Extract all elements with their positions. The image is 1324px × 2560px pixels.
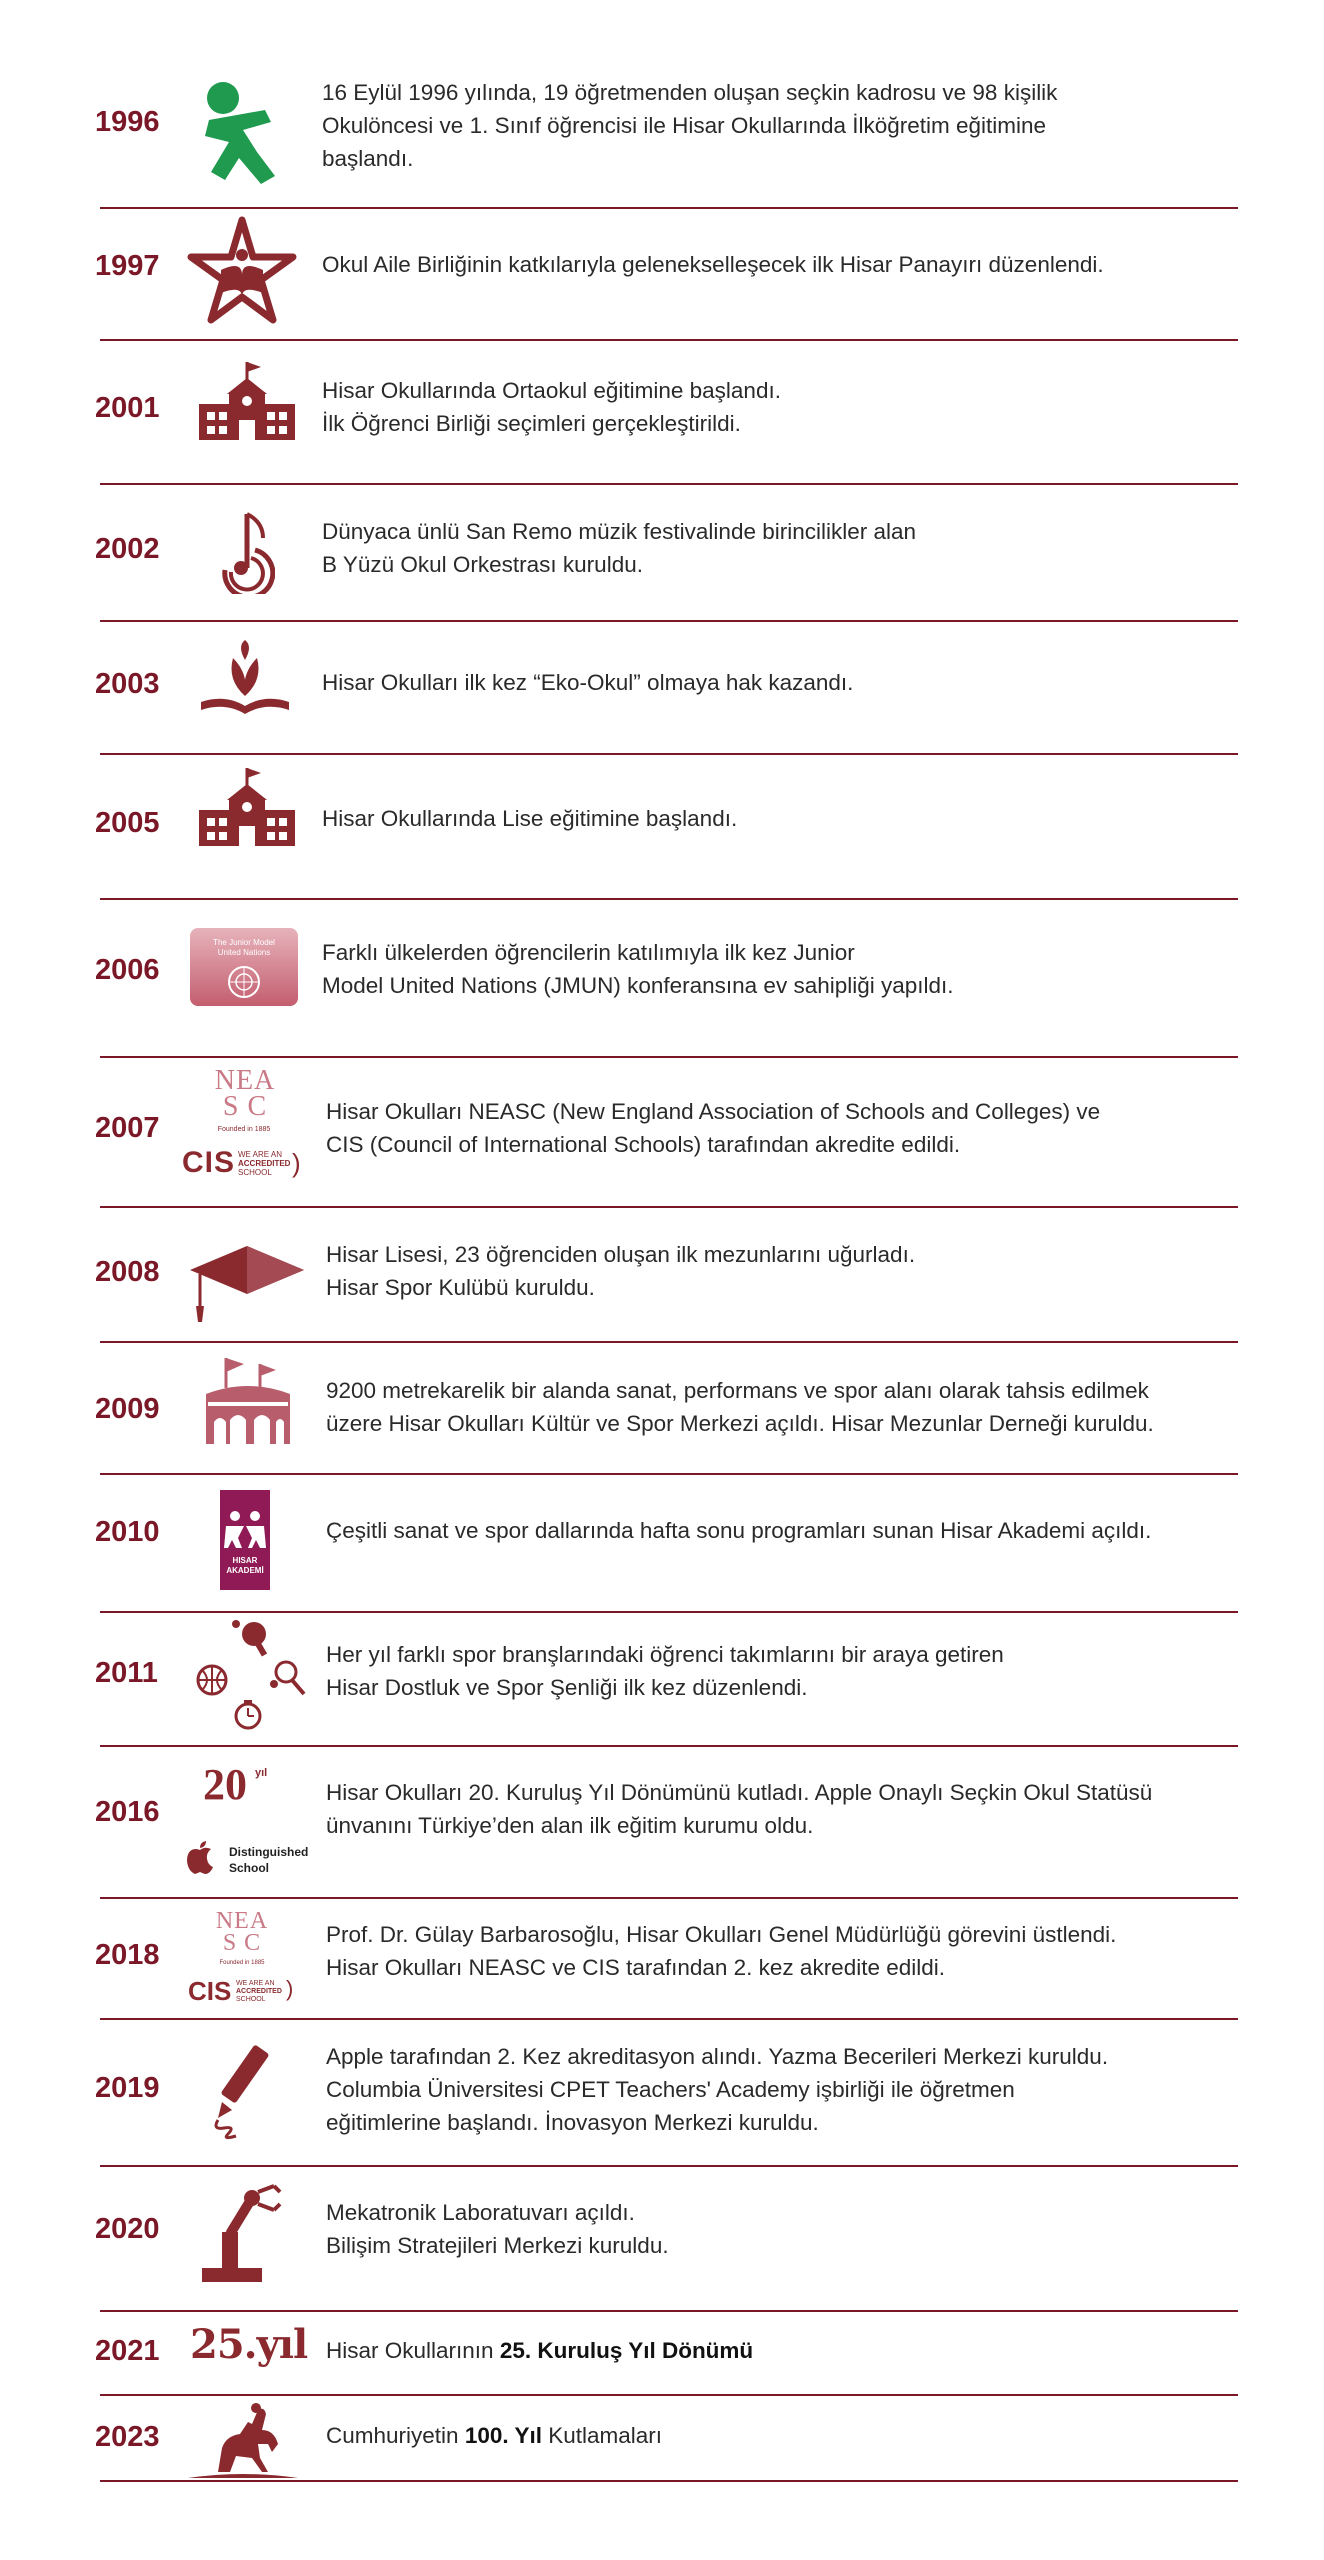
event-text bbox=[326, 1776, 1152, 1842]
graduation-cap-icon bbox=[186, 1236, 308, 1331]
year-label: 2011 bbox=[95, 1657, 158, 1689]
divider bbox=[100, 483, 1238, 485]
year-label: 2020 bbox=[95, 2213, 160, 2245]
event-line: Farklı ülkelerden öğrencilerin katılımıyla ilk kez Junior bbox=[322, 940, 855, 965]
year-label: 2002 bbox=[95, 533, 160, 565]
divider bbox=[100, 207, 1238, 209]
music-note-icon bbox=[205, 508, 275, 599]
event-line: eğitimlerine başlandı. İnovasyon Merkezi kuruldu. bbox=[326, 2110, 819, 2135]
event-text bbox=[322, 802, 737, 835]
event-text bbox=[326, 1374, 1154, 1440]
year-label: 2005 bbox=[95, 807, 160, 839]
cis-sub: WE ARE AN bbox=[236, 1980, 275, 1987]
divider bbox=[100, 1611, 1238, 1613]
event-text bbox=[322, 666, 853, 699]
cis-text: CIS bbox=[182, 1146, 236, 1179]
event-text bbox=[326, 1638, 1004, 1704]
event-text-bold: 100. Yıl bbox=[464, 2423, 542, 2448]
event-line: Hisar Spor Kulübü kuruldu. bbox=[326, 1275, 595, 1300]
neasc-cis-logo-icon bbox=[186, 1910, 306, 2010]
year-label: 2016 bbox=[95, 1796, 160, 1828]
eco-plant-icon bbox=[197, 640, 293, 725]
robot-arm-icon bbox=[196, 2180, 286, 2289]
divider bbox=[100, 2018, 1238, 2020]
event-line: Columbia Üniversitesi CPET Teachers' Academy işbirliği ile öğretmen bbox=[326, 2077, 1015, 2102]
divider bbox=[100, 753, 1238, 755]
cis-sub: SCHOOL bbox=[238, 1168, 272, 1177]
event-line: başlandı. bbox=[322, 146, 414, 171]
25-yil-icon: 25.yıl bbox=[190, 2321, 308, 2368]
divider bbox=[100, 1473, 1238, 1475]
divider bbox=[100, 339, 1238, 341]
sports-icons-icon bbox=[194, 1618, 306, 1739]
year-label: 2023 bbox=[95, 2421, 160, 2453]
event-line: Okul Aile Birliğinin katkılarıyla gelenekselleşecek ilk Hisar Panayırı düzenlendi. bbox=[322, 252, 1104, 277]
event-text bbox=[326, 2040, 1108, 2139]
event-line: Mekatronik Laboratuvarı açıldı. bbox=[326, 2200, 635, 2225]
event-line: Hisar Okulları NEASC ve CIS tarafından 2. kez akredite edildi. bbox=[326, 1955, 946, 1980]
divider bbox=[100, 2165, 1238, 2167]
event-text-part: Kutlamaları bbox=[541, 2423, 663, 2448]
event-line: Apple tarafından 2. Kez akreditasyon alındı. Yazma Becerileri Merkezi kuruldu. bbox=[326, 2044, 1109, 2069]
divider bbox=[100, 1897, 1238, 1899]
event-text bbox=[326, 1918, 1116, 1984]
cis-bracket: ) bbox=[292, 1148, 301, 1178]
event-line: Prof. Dr. Gülay Barbarosoğlu, Hisar Okulları Genel Müdürlüğü görevini üstlendi. bbox=[326, 1922, 1117, 1947]
year-label: 2006 bbox=[95, 954, 160, 986]
event-text bbox=[326, 1095, 1100, 1161]
school-building-icon bbox=[195, 766, 299, 853]
event-line: Hisar Okulları 20. Kuruluş Yıl Dönümünü kutladı. Apple Onaylı Seçkin Okul Statüsü bbox=[326, 1780, 1153, 1805]
divider bbox=[100, 1341, 1238, 1343]
year-label: 2021 bbox=[95, 2335, 160, 2367]
year-label: 1997 bbox=[95, 250, 160, 282]
event-text-part: Hisar Okullarının bbox=[326, 2338, 500, 2363]
year-label: 2007 bbox=[95, 1112, 160, 1144]
apple-text: School bbox=[229, 1861, 270, 1875]
akademi-text: AKADEMİ bbox=[226, 1566, 264, 1575]
pencil-icon bbox=[210, 2040, 280, 2145]
cis-text: CIS bbox=[188, 1976, 232, 2006]
event-line: üzere Hisar Okulları Kültür ve Spor Merkezi açıldı. Hisar Mezunlar Derneği kuruldu. bbox=[326, 1411, 1154, 1436]
event-line: CIS (Council of International Schools) tarafından akredite edildi. bbox=[326, 1132, 961, 1157]
event-text bbox=[322, 248, 1104, 281]
star-book-icon bbox=[183, 215, 301, 335]
divider bbox=[100, 620, 1238, 622]
neasc-founded: Founded in 1885 bbox=[219, 1960, 265, 1966]
year-label: 2010 bbox=[95, 1516, 160, 1548]
event-text bbox=[326, 1238, 915, 1304]
culture-center-icon bbox=[200, 1354, 296, 1453]
event-line: 9200 metrekarelik bir alanda sanat, performans ve spor alanı olarak tahsis edilmek bbox=[326, 1378, 1149, 1403]
divider bbox=[100, 2394, 1238, 2396]
event-text-part: Cumhuriyetin bbox=[326, 2423, 465, 2448]
event-line: İlk Öğrenci Birliği seçimleri gerçekleştirildi. bbox=[322, 411, 741, 436]
year-label: 2019 bbox=[95, 2072, 160, 2104]
anniversary-sub: yıl bbox=[255, 1767, 268, 1779]
event-line: Her yıl farklı spor branşlarındaki öğrenci takımlarını bir araya getiren bbox=[326, 1642, 1004, 1667]
event-line: Hisar Okullarında Lise eğitimine başlandı. bbox=[322, 806, 738, 831]
event-text-bold: 25. Kuruluş Yıl Dönümü bbox=[499, 2338, 754, 2363]
event-text bbox=[326, 2334, 753, 2367]
divider bbox=[100, 1056, 1238, 1058]
event-text bbox=[326, 1514, 1151, 1547]
event-line bbox=[326, 2419, 662, 2452]
event-line: 16 Eylül 1996 yılında, 19 öğretmenden oluşan seçkin kadrosu ve 98 kişilik bbox=[322, 80, 1058, 105]
apple-logo-icon bbox=[185, 1841, 215, 1875]
neasc-text: NEA S C bbox=[215, 1908, 269, 1956]
year-label: 2018 bbox=[95, 1939, 160, 1971]
event-line: Hisar Dostluk ve Spor Şenliği ilk kez düzenlendi. bbox=[326, 1675, 808, 1700]
badge-text: The Junior Model United Nations bbox=[213, 938, 275, 957]
year-label: 2003 bbox=[95, 668, 160, 700]
event-text bbox=[322, 936, 954, 1002]
event-line: Model United Nations (JMUN) konferansına ev sahipliği yapıldı. bbox=[322, 973, 954, 998]
event-line: ünvanını Türkiye’den alan ilk eğitim kurumu oldu. bbox=[326, 1813, 814, 1838]
year-label: 1996 bbox=[95, 106, 160, 138]
divider bbox=[100, 2310, 1238, 2312]
event-line: Hisar Okulları ilk kez “Eko-Okul” olmaya hak kazandı. bbox=[322, 670, 854, 695]
jmun-badge-icon bbox=[190, 928, 298, 1006]
event-line: Hisar Okullarında Ortaokul eğitimine başlandı. bbox=[322, 378, 781, 403]
divider bbox=[100, 1206, 1238, 1208]
anniversary-20-apple-icon bbox=[185, 1760, 315, 1883]
neasc-text: NEA S C bbox=[214, 1065, 276, 1122]
event-line: Bilişim Stratejileri Merkezi kuruldu. bbox=[326, 2233, 669, 2258]
ataturk-statue-icon bbox=[178, 2400, 308, 2485]
event-line: B Yüzü Okul Orkestrası kuruldu. bbox=[322, 552, 643, 577]
event-text bbox=[322, 374, 781, 440]
event-line: Dünyaca ünlü San Remo müzik festivalinde birincilikler alan bbox=[322, 519, 917, 544]
neasc-cis-logo-icon bbox=[180, 1065, 310, 1180]
event-text bbox=[326, 2196, 669, 2262]
school-building-icon bbox=[195, 360, 299, 447]
akademi-text: HISAR bbox=[232, 1556, 258, 1565]
year-label: 2009 bbox=[95, 1393, 160, 1425]
cis-bracket: ) bbox=[286, 1976, 294, 2001]
event-text bbox=[326, 2419, 662, 2452]
cis-sub: SCHOOL bbox=[236, 1996, 266, 2003]
cis-sub: ACCREDITED bbox=[238, 1159, 291, 1168]
hisar-akademi-logo-icon bbox=[220, 1490, 270, 1590]
running-child-icon bbox=[195, 80, 285, 195]
anniversary-number: 20 bbox=[203, 1760, 247, 1809]
event-line: Okulöncesi ve 1. Sınıf öğrencisi ile Hisar Okullarında İlköğretim eğitimine bbox=[322, 113, 1047, 138]
cis-sub: ACCREDITED bbox=[236, 1988, 282, 1995]
apple-text: Distinguished bbox=[229, 1845, 309, 1859]
divider bbox=[100, 1745, 1238, 1747]
year-label: 2008 bbox=[95, 1256, 160, 1288]
year-label: 2001 bbox=[95, 392, 160, 424]
divider bbox=[100, 2480, 1238, 2482]
cis-sub: WE ARE AN bbox=[238, 1150, 283, 1159]
divider bbox=[100, 898, 1238, 900]
neasc-founded: Founded in 1885 bbox=[217, 1126, 271, 1133]
event-text bbox=[322, 76, 1057, 175]
event-line bbox=[326, 2334, 753, 2367]
event-line: Hisar Lisesi, 23 öğrenciden oluşan ilk mezunlarını uğurladı. bbox=[326, 1242, 916, 1267]
event-text bbox=[322, 515, 916, 581]
event-line: Hisar Okulları NEASC (New England Association of Schools and Colleges) ve bbox=[326, 1099, 1101, 1124]
event-line: Çeşitli sanat ve spor dallarında hafta sonu programları sunan Hisar Akademi açıldı. bbox=[326, 1518, 1152, 1543]
